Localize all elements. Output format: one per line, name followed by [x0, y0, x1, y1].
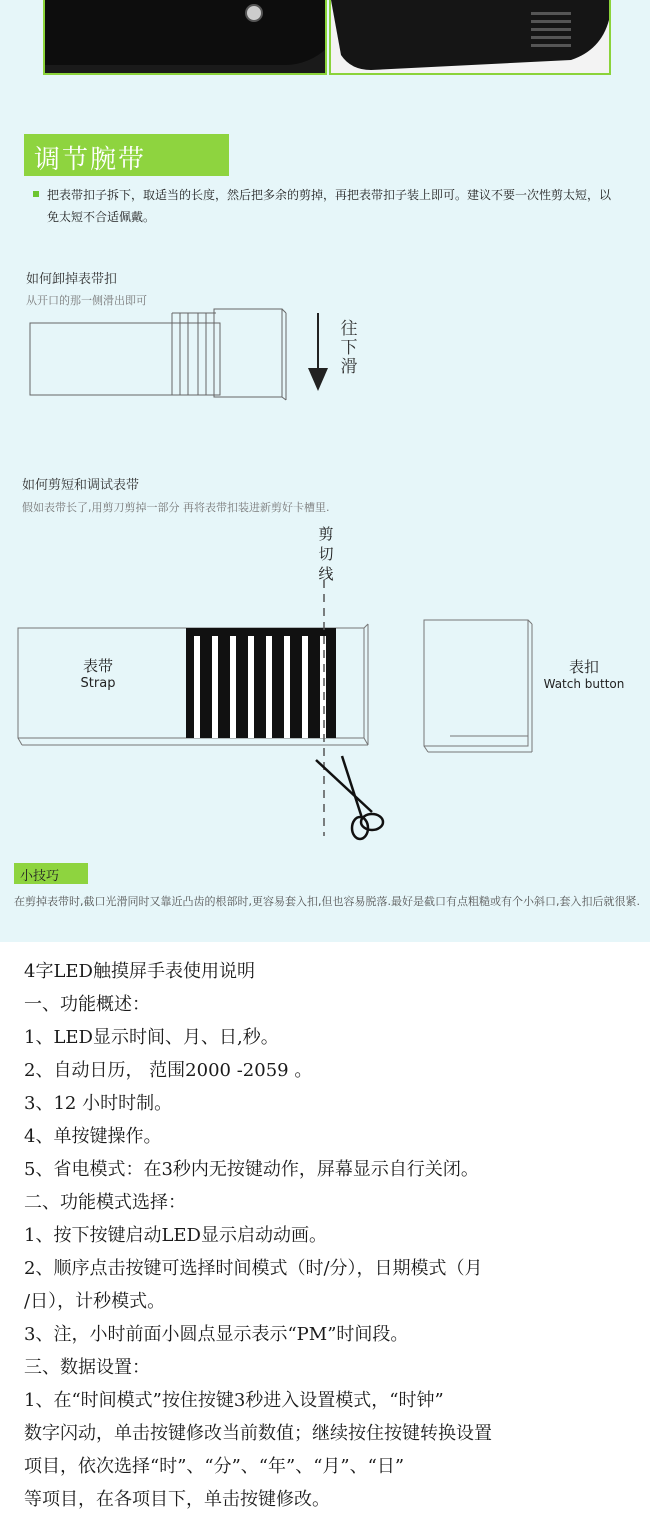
manual-text	[24, 955, 634, 1516]
tip-badge: 小技巧	[14, 863, 88, 884]
doc-line: 2、顺序点击按键可选择时间模式（时/分），日期模式（月	[24, 1258, 483, 1279]
strap-label: 表带 Strap	[80, 657, 116, 691]
doc-line: 4、单按键操作。	[24, 1126, 162, 1147]
down-arrow-icon	[306, 313, 330, 393]
doc-line: 1、按下按键启动LED显示启动动画。	[24, 1225, 327, 1246]
doc-line: /日），计秒模式。	[24, 1291, 166, 1312]
doc-line: 1、在“时间模式”按住按键3秒进入设置模式，“时钟”	[24, 1390, 444, 1411]
screw-icon	[245, 4, 263, 22]
product-photo-left	[43, 0, 327, 75]
scissors-icon	[312, 752, 402, 842]
doc-line: 等项目，在各项目下，单击按键修改。	[24, 1489, 330, 1510]
section2-title: 如何剪短和调试表带	[22, 478, 140, 493]
doc-line: 2、自动日历， 范围2000 -2059 。	[24, 1060, 313, 1081]
doc-line: 一、功能概述：	[24, 994, 150, 1015]
section-banner	[24, 134, 229, 176]
bullet-icon	[33, 191, 39, 197]
tip-text: 在剪掉表带时,截口光滑同时又靠近凸齿的根部时,更容易套入扣,但也容易脱落.最好是截口有点粗糙或有个小斜口,套入扣后就很紧.	[14, 895, 640, 908]
slide-down-label: 往 下 滑	[340, 319, 358, 377]
doc-line: 三、数据设置：	[24, 1357, 150, 1378]
doc-line: 5、省电模式：在3秒内无按键动作，屏幕显示自行关闭。	[24, 1159, 479, 1180]
doc-line: 二、功能模式选择：	[24, 1192, 186, 1213]
doc-line: 3、12 小时时制。	[24, 1093, 173, 1114]
doc-line: 项目，依次选择“时”、“分”、“年”、“月”、“日”	[24, 1456, 405, 1477]
section1-subtitle: 从开口的那一侧滑出即可	[26, 294, 147, 307]
watch-button-label: 表扣 Watch button	[543, 658, 625, 691]
buckle-removal-diagram	[26, 305, 326, 405]
section2-subtitle: 假如表带长了,用剪刀剪掉一部分 再将表带扣装进新剪好卡槽里.	[22, 501, 330, 514]
product-photo-right	[329, 0, 611, 75]
section1-title: 如何卸掉表带扣	[26, 272, 118, 287]
instruction-text: 把表带扣子拆下，取适当的长度，然后把多余的剪掉，再把表带扣子装上即可。建议不要一次性剪太短，以免太短不合适佩戴。	[47, 188, 612, 224]
doc-line: 4字LED触摸屏手表使用说明	[24, 961, 255, 982]
doc-line: 1、LED显示时间、月、日,秒。	[24, 1027, 279, 1048]
cut-line-label: 剪 切 线	[318, 525, 334, 583]
doc-line: 3、注，小时前面小圆点显示表示“PM”时间段。	[24, 1324, 409, 1345]
doc-line: 数字闪动，单击按键修改当前数值；继续按住按键转换设置	[24, 1423, 492, 1444]
watch-buckle-diagram	[420, 616, 540, 756]
banner-title: 调节腕带	[34, 145, 147, 175]
strap-vent-icon	[331, 0, 609, 73]
